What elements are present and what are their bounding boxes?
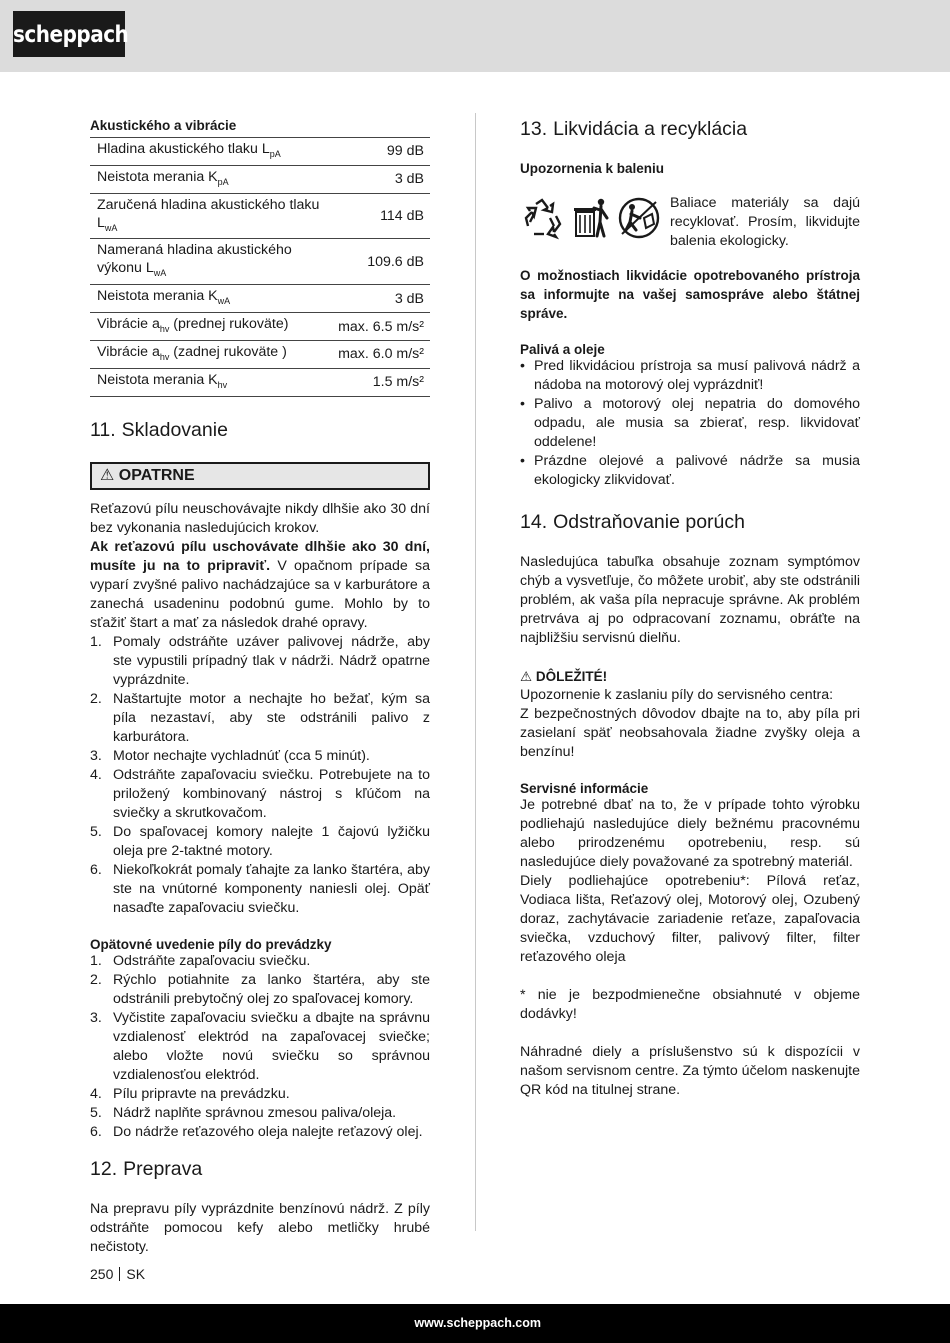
packaging-text: Baliace materiály sa dajú recyklovať. Prosím, likvidujte balenia ekologicky. bbox=[670, 195, 860, 249]
step-text: Odstráňte zapaľovaciu sviečku. bbox=[113, 952, 311, 969]
list-item bbox=[520, 395, 860, 452]
section-12-title bbox=[90, 1158, 430, 1181]
spec-value: 99 dB bbox=[331, 138, 430, 166]
list-item bbox=[90, 823, 430, 861]
service-text: Je potrebné dbať na to, že v prípade tohto výrobku podliehajú nasledujúce diely bežnému pracovnému alebo prirodzenému opotrebeniu, resp. sú nasledujúce diely považované za spotrebný materiál. bbox=[520, 797, 860, 870]
bullet-text: Prázdne olejové a palivové nádrže sa musia ekologicky zlikvidovať. bbox=[534, 453, 860, 488]
scheppach-logo: scheppach bbox=[13, 11, 125, 57]
section-number: 13. bbox=[520, 118, 548, 140]
list-item bbox=[90, 1085, 430, 1104]
table-row bbox=[90, 193, 430, 239]
spec-label bbox=[90, 138, 331, 166]
list-item bbox=[90, 971, 430, 1009]
section-number: 12. bbox=[90, 1157, 118, 1180]
step-number: 3. bbox=[90, 1009, 102, 1026]
acoustics-table bbox=[90, 137, 430, 397]
spec-label bbox=[90, 340, 331, 368]
spec-value: 109.6 dB bbox=[331, 239, 430, 285]
spec-label bbox=[90, 193, 331, 239]
spec-label bbox=[90, 368, 331, 396]
spec-label-text: Vibrácie a bbox=[97, 343, 160, 360]
bullet-text: Palivo a motorový olej nepatria do domového odpadu, ale musia sa zbierať, resp. likvidovať oddelene! bbox=[534, 396, 860, 450]
restart-steps bbox=[90, 952, 430, 1142]
step-number: 4. bbox=[90, 766, 102, 783]
spec-label-text: Zaručená hladina akustického tlaku L bbox=[97, 196, 320, 231]
page-number-value: 250 bbox=[90, 1266, 114, 1282]
list-item bbox=[90, 633, 430, 690]
table-row bbox=[90, 285, 430, 313]
footnote: * nie je bezpodmienečne obsiahnuté v objeme dodávky! bbox=[520, 987, 860, 1022]
restart-heading: Opätovné uvedenie píly do prevádzky bbox=[90, 936, 332, 952]
acoustics-heading: Akustického a vibrácie bbox=[90, 118, 237, 133]
step-number: 2. bbox=[90, 690, 102, 707]
bullet-icon: • bbox=[520, 358, 525, 374]
section-14-title bbox=[520, 511, 860, 534]
table-row bbox=[90, 138, 430, 166]
spec-subscript: hv bbox=[159, 323, 170, 334]
section-13-title bbox=[520, 118, 860, 141]
spec-label-text: Hladina akustického tlaku L bbox=[97, 141, 270, 157]
recycle-icon bbox=[520, 196, 564, 240]
spec-label-text: Neistota merania K bbox=[97, 288, 218, 305]
spec-value: max. 6.5 m/s² bbox=[331, 313, 430, 341]
spec-label-suffix: (prednej rukoväte) bbox=[169, 316, 289, 333]
column-divider bbox=[475, 113, 476, 1231]
list-item bbox=[90, 690, 430, 747]
fuels-list bbox=[520, 357, 860, 490]
table-row bbox=[90, 340, 430, 368]
step-number: 6. bbox=[90, 861, 102, 878]
important-label: DÔLEŽITÉ! bbox=[535, 669, 608, 684]
storage-steps bbox=[90, 633, 430, 918]
spec-label bbox=[90, 313, 331, 341]
spec-value: 114 dB bbox=[331, 193, 430, 239]
step-number: 3. bbox=[90, 747, 102, 764]
list-item bbox=[520, 357, 860, 395]
step-number: 4. bbox=[90, 1085, 102, 1102]
section-number: 11. bbox=[90, 418, 116, 441]
table-row bbox=[90, 165, 430, 193]
step-number: 6. bbox=[90, 1123, 102, 1140]
page-separator bbox=[119, 1267, 120, 1281]
step-text: Pílu pripravte na prevádzku. bbox=[113, 1085, 290, 1102]
step-text: Motor nechajte vychladnúť (cca 5 minút). bbox=[113, 747, 370, 764]
spec-subscript: hv bbox=[217, 379, 228, 390]
list-item bbox=[520, 452, 860, 490]
service-heading: Servisné informácie bbox=[520, 781, 649, 796]
storage-paragraph bbox=[90, 538, 430, 633]
transport-text: Na prepravu píly vyprázdnite benzínovú nádrž. Z píly odstráňte pomocou kefy alebo metličky hrubé nečistoty. bbox=[90, 1200, 430, 1255]
section-number: 14. bbox=[520, 511, 548, 533]
section-title: Skladovanie bbox=[121, 418, 228, 441]
header-bar bbox=[0, 0, 950, 72]
table-row bbox=[90, 368, 430, 396]
caution-label: OPATRNE bbox=[118, 466, 195, 484]
spec-subscript: wA bbox=[217, 296, 231, 307]
bullet-icon: • bbox=[520, 396, 525, 412]
table-row bbox=[90, 313, 430, 341]
important-heading bbox=[520, 667, 860, 686]
step-number: 1. bbox=[90, 633, 102, 650]
website-link[interactable]: www.scheppach.com bbox=[414, 1316, 541, 1330]
troubleshooting-intro: Nasledujúca tabuľka obsahuje zoznam symptómov chýb a vysvetľuje, čo môžete urobiť, aby ste odstránili problém, ak vaša píla nepracuje správne. Ak problém pretrváva aj po odpracovaní zoznamu, obráťte na najbližšiu servisnú dielňu. bbox=[520, 554, 860, 646]
bullet-text: Pred likvidáciou prístroja sa musí palivová nádrž a nádoba na motorový olej vyprázdniť! bbox=[534, 358, 860, 393]
section-title: Odstraňovanie porúch bbox=[553, 511, 745, 533]
important-line: Upozornenie k zaslaniu píly do servisného centra: bbox=[520, 687, 834, 703]
important-text: Z bezpečnostných dôvodov dbajte na to, aby píla pri zasielaní späť neobsahovala žiadne zvyšky oleja a benzínu! bbox=[520, 706, 860, 760]
step-text: Naštartujte motor a nechajte ho bežať, kým sa píla nezastaví, aby ste odstránili palivo z karburátora. bbox=[113, 690, 430, 745]
list-item bbox=[90, 861, 430, 918]
footer-bar bbox=[0, 1304, 950, 1343]
step-number: 1. bbox=[90, 952, 102, 969]
list-item bbox=[90, 766, 430, 823]
disposal-note: O možnostiach likvidácie opotrebovaného prístroja sa informujte na vašej samospráve alebo štátnej správe. bbox=[520, 268, 860, 321]
section-11-title bbox=[90, 419, 430, 442]
spec-value: max. 6.0 m/s² bbox=[331, 340, 430, 368]
storage-intro: Reťazovú pílu neuschovávajte nikdy dlhšie ako 30 dní bez vykonania nasledujúcich krokov. bbox=[90, 500, 430, 536]
packaging-heading: Upozornenia k baleniu bbox=[520, 161, 665, 176]
spec-subscript: pA bbox=[269, 148, 281, 159]
list-item bbox=[90, 952, 430, 971]
list-item bbox=[90, 1123, 430, 1142]
section-title: Preprava bbox=[123, 1157, 203, 1180]
spec-subscript: pA bbox=[217, 176, 229, 187]
step-text: Vyčistite zapaľovaciu sviečku a dbajte na správnu vzdialenosť elektród na zapaľovacej sviečke; alebo vložte novú sviečku so správnou vzdialenosťou elektród. bbox=[113, 1009, 430, 1083]
table-row bbox=[90, 239, 430, 285]
step-text: Do nádrže reťazového oleja nalejte reťazový olej. bbox=[113, 1123, 423, 1140]
step-text: Rýchlo potiahnite za lanko štartéra, aby ste odstránili prebytočný olej zo spaľovacej komory. bbox=[113, 971, 430, 1007]
spec-label-text: Neistota merania K bbox=[97, 371, 218, 388]
page-number bbox=[90, 1266, 145, 1282]
spec-label-text: Neistota merania K bbox=[97, 168, 218, 185]
list-item bbox=[90, 1009, 430, 1085]
list-item bbox=[90, 747, 430, 766]
step-number: 2. bbox=[90, 971, 102, 988]
warning-icon: ⚠ bbox=[520, 669, 533, 684]
warning-icon: ⚠ bbox=[100, 466, 115, 484]
spec-value: 1.5 m/s² bbox=[331, 368, 430, 396]
language-code: SK bbox=[126, 1266, 146, 1282]
spec-subscript: wA bbox=[104, 222, 118, 233]
fuels-heading: Palivá a oleje bbox=[520, 342, 605, 357]
spec-subscript: hv bbox=[159, 351, 170, 362]
step-text: Odstráňte zapaľovaciu sviečku. Potrebujete na to priložený kombinovaný nástroj s kľúčom na sviečky a skrutkovačom. bbox=[113, 766, 430, 821]
spare-parts-text: Náhradné diely a príslušenstvo sú k dispozícii v našom servisnom centre. Za týmto účelom naskenujte QR kód na titulnej strane. bbox=[520, 1044, 860, 1098]
step-number: 5. bbox=[90, 1104, 102, 1121]
spec-label-text: Nameraná hladina akustického výkonu L bbox=[97, 242, 292, 277]
step-text: Niekoľkokrát pomaly ťahajte za lanko štartéra, aby ste na vnútorné komponenty naniesli olej. Opäť nasaďte zapaľovaciu sviečku. bbox=[113, 861, 430, 916]
spec-value: 3 dB bbox=[331, 165, 430, 193]
step-text: Do spaľovacej komory nalejte 1 čajovú lyžičku oleja pre 2-taktné motory. bbox=[113, 823, 430, 859]
bullet-icon: • bbox=[520, 453, 525, 469]
spec-label-text: Vibrácie a bbox=[97, 316, 160, 333]
spec-label bbox=[90, 285, 331, 313]
step-text: Nádrž naplňte správnou zmesou paliva/oleja. bbox=[113, 1104, 397, 1121]
spec-value: 3 dB bbox=[331, 285, 430, 313]
spec-label-suffix: (zadnej rukoväte ) bbox=[169, 343, 287, 360]
packaging-icons bbox=[520, 194, 662, 240]
storage-rest-text: V opačnom prípade sa vyparí zvyšné palivo nachádzajúce sa v karburátore a zanechá usadeninu podobnú gume. Mohlo by to sťažiť štart a mať za následok drahé opravy. bbox=[90, 557, 430, 631]
storage-bold-text: Ak reťazovú pílu uschovávate dlhšie ako 30 dní, musíte ju na to pripraviť. bbox=[90, 538, 430, 574]
trash-bin-icon bbox=[570, 196, 610, 240]
spec-label bbox=[90, 165, 331, 193]
tidy-man-icon bbox=[616, 196, 662, 240]
step-number: 5. bbox=[90, 823, 102, 840]
wear-parts-text: Diely podliehajúce opotrebeniu*: Pílová reťaz, Vodiaca lišta, Reťazový olej, Motorový olej, Ozubený doraz, zachytávacie zariadenie reťaze, zapaľovacia sviečka, vzduchový filter, palivový filter, filter reťazového oleja bbox=[520, 873, 860, 965]
spec-subscript: wA bbox=[153, 268, 167, 279]
caution-box bbox=[90, 462, 430, 490]
packaging-row bbox=[520, 194, 860, 251]
spec-label bbox=[90, 239, 331, 285]
left-column bbox=[90, 118, 430, 1257]
list-item bbox=[90, 1104, 430, 1123]
right-column bbox=[520, 118, 860, 1100]
step-text: Pomaly odstráňte uzáver palivovej nádrže, aby ste vypustili prípadný tlak v nádrži. Nádrž opatrne vyprázdnite. bbox=[113, 633, 430, 688]
section-title: Likvidácia a recyklácia bbox=[553, 118, 748, 140]
